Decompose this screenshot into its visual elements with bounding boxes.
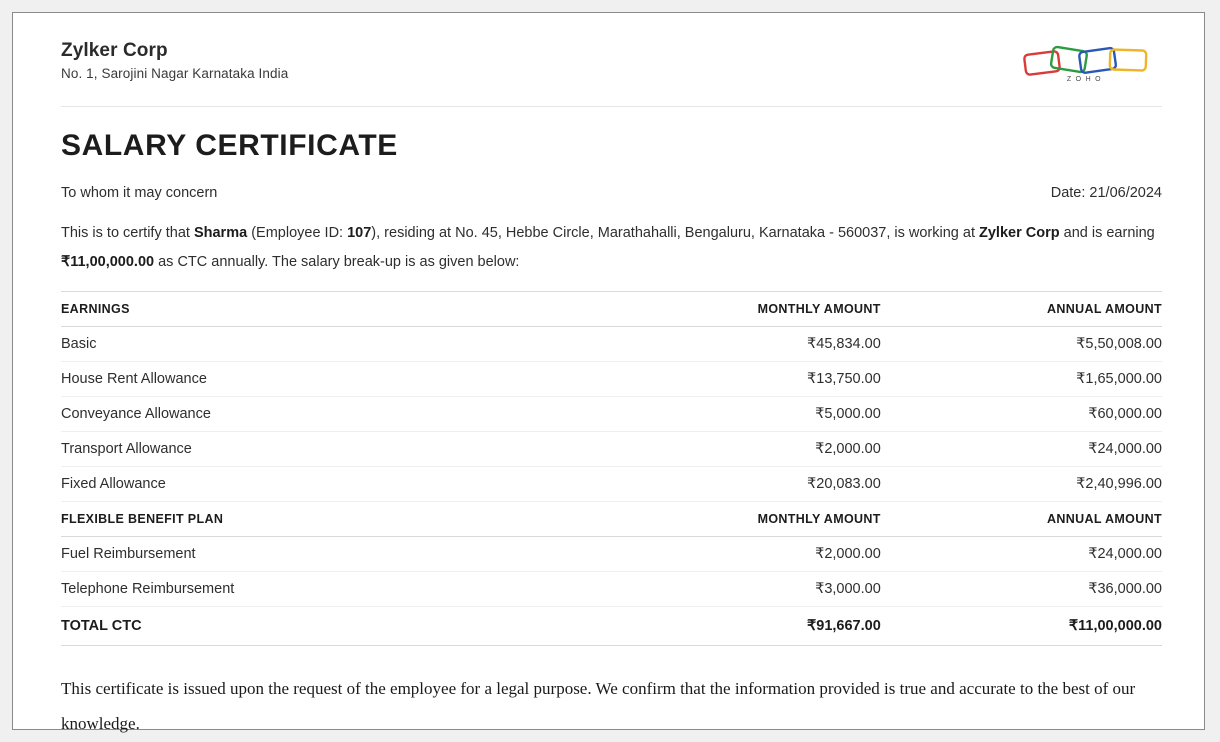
ctc-amount: ₹11,00,000.00 bbox=[61, 254, 155, 270]
row-annual: ₹24,000.00 bbox=[909, 432, 1162, 467]
table-row bbox=[61, 432, 1162, 467]
zoho-logo bbox=[1022, 41, 1150, 90]
total-annual: ₹11,00,000.00 bbox=[909, 607, 1162, 646]
row-monthly: ₹3,000.00 bbox=[634, 572, 909, 607]
row-monthly: ₹2,000.00 bbox=[634, 432, 909, 467]
zoho-wordmark: ZOHO bbox=[1066, 76, 1106, 83]
certify-text-5: as CTC annually. The salary break-up is as given below: bbox=[154, 254, 520, 270]
row-label: Fixed Allowance bbox=[61, 467, 634, 502]
row-annual: ₹24,000.00 bbox=[909, 537, 1162, 572]
row-monthly: ₹5,000.00 bbox=[634, 397, 909, 432]
earnings-header-annual: ANNUAL AMOUNT bbox=[909, 292, 1162, 327]
table-row bbox=[61, 467, 1162, 502]
fbp-header-label: FLEXIBLE BENEFIT PLAN bbox=[61, 502, 634, 537]
row-monthly: ₹2,000.00 bbox=[634, 537, 909, 572]
table-row bbox=[61, 537, 1162, 572]
certify-text-2: (Employee ID: bbox=[247, 225, 348, 241]
salutation-text: To whom it may concern bbox=[61, 185, 218, 201]
row-monthly: ₹13,750.00 bbox=[634, 362, 909, 397]
certify-text-3: ), residing at No. 45, Hebbe Circle, Marathahalli, Bengaluru, Karnataka - 560037, is working at bbox=[371, 225, 980, 241]
earnings-header-monthly: MONTHLY AMOUNT bbox=[634, 292, 909, 327]
page-title: SALARY CERTIFICATE bbox=[61, 129, 398, 162]
row-label: Transport Allowance bbox=[61, 432, 634, 467]
row-label: House Rent Allowance bbox=[61, 362, 634, 397]
table-row bbox=[61, 362, 1162, 397]
total-monthly: ₹91,667.00 bbox=[634, 607, 909, 646]
employer-name: Zylker Corp bbox=[979, 225, 1060, 241]
row-annual: ₹2,40,996.00 bbox=[909, 467, 1162, 502]
employee-name: Sharma bbox=[193, 225, 248, 241]
row-annual: ₹5,50,008.00 bbox=[909, 327, 1162, 362]
row-label: Telephone Reimbursement bbox=[61, 572, 634, 607]
row-annual: ₹1,65,000.00 bbox=[909, 362, 1162, 397]
table-row bbox=[61, 397, 1162, 432]
row-monthly: ₹45,834.00 bbox=[634, 327, 909, 362]
document-header bbox=[61, 39, 1162, 107]
row-label: Basic bbox=[61, 327, 634, 362]
table-row bbox=[61, 327, 1162, 362]
certification-paragraph bbox=[61, 219, 1162, 277]
zoho-logo-icon bbox=[1022, 41, 1150, 85]
row-monthly: ₹20,083.00 bbox=[634, 467, 909, 502]
earnings-header-label: EARNINGS bbox=[61, 292, 634, 327]
table-row bbox=[61, 572, 1162, 607]
total-label: TOTAL CTC bbox=[61, 607, 634, 646]
company-block bbox=[61, 39, 288, 81]
employee-id: 107 bbox=[347, 225, 372, 241]
certify-text-1: This is to certify that bbox=[61, 225, 194, 241]
row-annual: ₹36,000.00 bbox=[909, 572, 1162, 607]
certificate-page bbox=[12, 12, 1205, 733]
document-date: Date: 21/06/2024 bbox=[1050, 185, 1162, 201]
company-address: No. 1, Sarojini Nagar Karnataka India bbox=[61, 65, 289, 81]
salutation-row bbox=[61, 185, 1162, 201]
row-label: Conveyance Allowance bbox=[61, 397, 634, 432]
fbp-header-annual: ANNUAL AMOUNT bbox=[909, 502, 1162, 537]
fbp-header-monthly: MONTHLY AMOUNT bbox=[634, 502, 909, 537]
certify-text-4: and is earning bbox=[1059, 225, 1155, 241]
earnings-header-row bbox=[61, 292, 1162, 327]
fbp-header-row bbox=[61, 502, 1162, 537]
row-annual: ₹60,000.00 bbox=[909, 397, 1162, 432]
closing-paragraph: This certificate is issued upon the request of the employee for a legal purpose. We confirm that the information provided is true and accurate to the best of our knowledge. bbox=[61, 679, 1136, 733]
row-label: Fuel Reimbursement bbox=[61, 537, 634, 572]
company-name: Zylker Corp bbox=[61, 40, 168, 61]
total-ctc-row bbox=[61, 607, 1162, 646]
salary-breakup-table bbox=[61, 291, 1162, 646]
